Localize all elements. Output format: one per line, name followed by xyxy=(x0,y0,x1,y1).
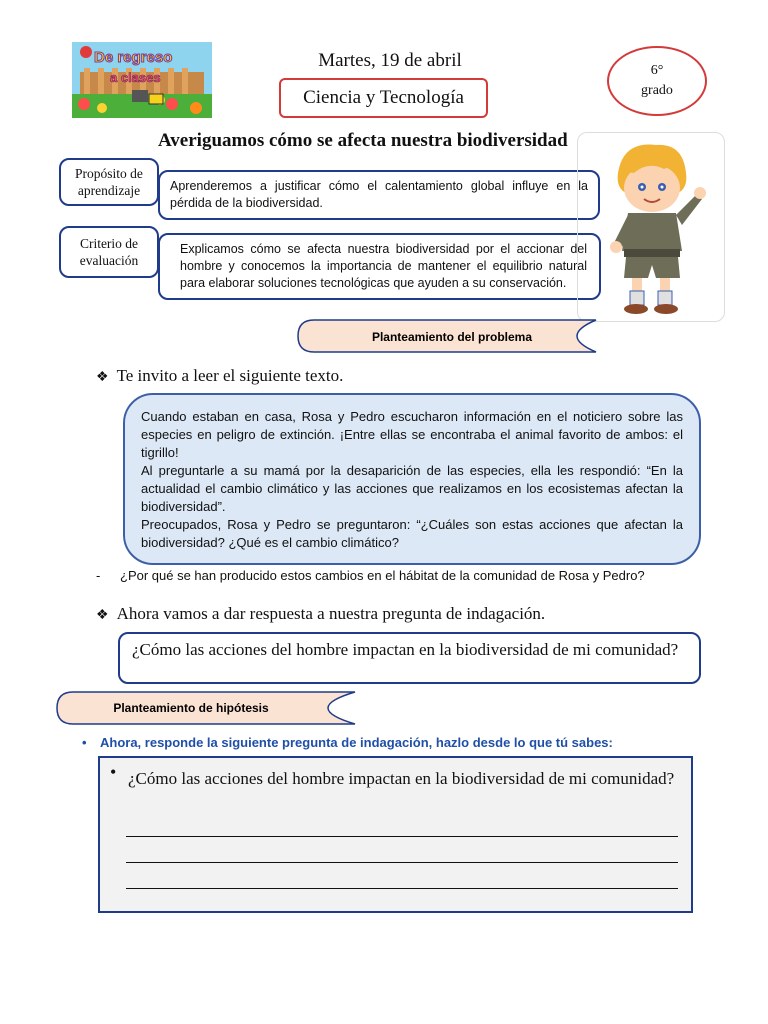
instruction-text: Ahora, responde la siguiente pregunta de indagación, hazlo desde lo que tú sabes: xyxy=(100,735,613,750)
answer-line-3[interactable] xyxy=(126,888,678,889)
invite-line xyxy=(96,366,496,386)
story-paragraph: Cuando estaban en casa, Rosa y Pedro escucharon información en el noticiero sobre las especies en peligro de extinción. ¡Entre ellas se encontraba el animal favorito de ambos: el tigrillo! xyxy=(141,409,683,460)
story-box xyxy=(123,393,701,565)
answer-line-2[interactable] xyxy=(126,862,678,863)
subject-box: Ciencia y Tecnología xyxy=(279,78,488,118)
answer-question: ¿Cómo las acciones del hombre impactan en la biodiversidad de mi comunidad? xyxy=(128,769,675,788)
ribbon-problem-label: Planteamiento del problema xyxy=(371,330,533,344)
story-paragraph: Preocupados, Rosa y Pedro se preguntaron: “¿Cuáles son estas acciones que afectan la biodiversidad? ¿Qué es el cambio climático? xyxy=(141,517,683,550)
inquiry-question-box xyxy=(118,632,701,684)
grade-word: grado xyxy=(641,83,673,98)
inquiry-question: ¿Cómo las acciones del hombre impactan en la biodiversidad de mi comunidad? xyxy=(132,640,679,659)
story-paragraph: Al preguntarle a su mamá por la desaparición de las especies, ella les respondió: “En la actualidad el cambio climático y las acciones que realizamos en los ecosistemas afectan la biodiversidad”. xyxy=(141,463,683,514)
ribbon-hypothesis xyxy=(55,691,357,725)
purpose-label-box xyxy=(59,158,159,206)
invite-text: Te invito a leer el siguiente texto. xyxy=(116,366,344,385)
diamond-bullet-icon: ❖ xyxy=(96,608,109,623)
ribbon-problem xyxy=(296,319,598,353)
criterion-text: Explicamos cómo se afecta nuestra biodiversidad por el accionar del hombre y conocemos la importancia de mantener el equilibrio natural para elaborar soluciones tecnológicas que ayuden a su conservación. xyxy=(180,242,587,290)
dash: - xyxy=(96,568,101,583)
svg-text:a clases: a clases xyxy=(110,70,161,85)
habitat-question-text: ¿Por qué se han producido estos cambios en el hábitat de la comunidad de Rosa y Pedro? xyxy=(120,568,645,583)
purpose-text-box xyxy=(158,170,600,220)
ribbon-hypothesis-label: Planteamiento de hipótesis xyxy=(113,701,269,715)
criterion-label: Criterio de evaluación xyxy=(79,236,139,268)
criterion-label-box xyxy=(59,226,159,278)
answer-line-1[interactable] xyxy=(126,836,678,837)
boy-illustration xyxy=(577,132,725,322)
answer-intro-text: Ahora vamos a dar respuesta a nuestra pregunta de indagación. xyxy=(116,604,546,623)
grade-number: 6° xyxy=(650,63,664,78)
purpose-label: Propósito de aprendizaje xyxy=(75,166,143,198)
date: Martes, 19 de abril xyxy=(318,50,462,71)
bullet-dot-icon: • xyxy=(82,735,87,750)
answer-box xyxy=(98,756,693,913)
answer-intro-line xyxy=(96,604,656,624)
purpose-text: Aprenderemos a justificar cómo el calentamiento global influye en la pérdida de la biodiversidad. xyxy=(170,179,588,210)
page-title: Averiguamos cómo se afecta nuestra biodiversidad xyxy=(158,130,568,151)
bullet-dot-icon: • xyxy=(110,762,117,782)
habitat-question xyxy=(96,568,716,583)
back-to-school-logo xyxy=(72,42,212,118)
diamond-bullet-icon: ❖ xyxy=(96,370,109,385)
grade-badge xyxy=(607,46,707,116)
instruction-line xyxy=(82,735,722,750)
svg-text:De regreso: De regreso xyxy=(94,49,173,66)
criterion-text-box xyxy=(158,233,601,300)
